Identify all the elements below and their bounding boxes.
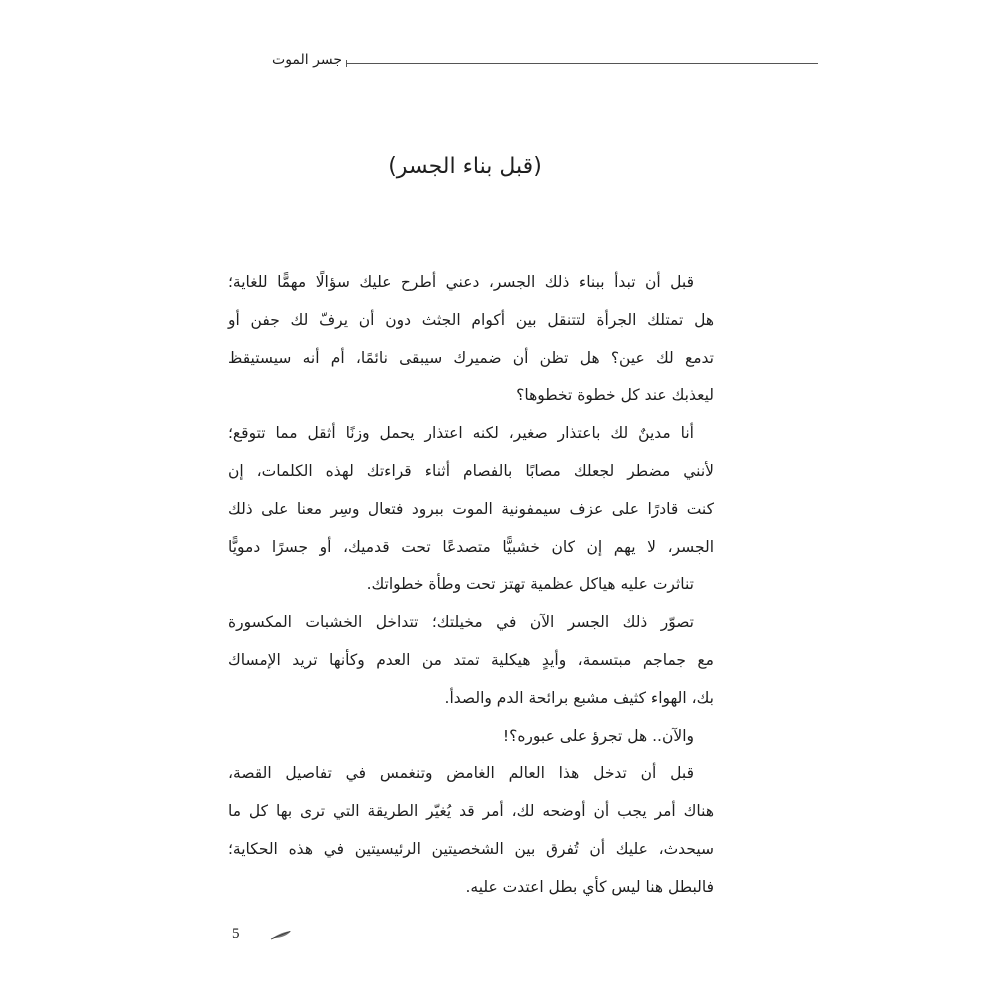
page-number: 5: [232, 926, 240, 942]
text-line: ليعذبك عند كل خطوة تخطوها؟: [516, 386, 714, 405]
text-line: الجسر، لا يهم إن كان خشبيًّا متصدعًا تحت قدميك، أو جسرًا دمويًّا: [228, 537, 714, 556]
text-line: سيحدث، عليك أن تُفرق بين الشخصيتين الرئيسيتين في هذه الحكاية؛: [228, 839, 714, 858]
text-line: مع جماجم مبتسمة، وأيدٍ هيكلية تمتد من العدم وكأنها تريد الإمساك: [228, 650, 714, 669]
feather-icon: [270, 930, 292, 940]
text-line: قبل أن تبدأ ببناء ذلك الجسر، دعني أطرح عليك سؤالًا مهمًّا للغاية؛: [228, 273, 694, 291]
text-line: كنت قادرًا على عزف سيمفونية الموت ببرود فتعال وسِر معنا على ذلك: [228, 499, 714, 518]
header-rule: [346, 63, 818, 64]
body-text: [228, 264, 714, 907]
text-line: هل تمتلك الجرأة لتتنقل بين أكوام الجثث دون أن يرفّ لك جفن أو: [228, 310, 714, 329]
text-line: تدمع لك عين؟ هل تظن أن ضميرك سيبقى نائمًا، أم أنه سيستيقظ: [228, 348, 714, 367]
running-title: جسر الموت: [272, 52, 342, 68]
text-line: فالبطل هنا ليس كأي بطل اعتدت عليه.: [465, 877, 714, 896]
text-line: تناثرت عليه هياكل عظمية تهتز تحت وطأة خطواتك.: [366, 575, 694, 594]
text-line: تصوّر ذلك الجسر الآن في مخيلتك؛ تتداخل الخشبات المكسورة: [228, 613, 694, 632]
text-line: هناك أمر يجب أن أوضحه لك، أمر قد يُغيّر الطريقة التي ترى بها كل ما: [228, 802, 714, 821]
text-line: أنا مدينٌ لك باعتذار صغير، لكنه اعتذار يحمل وزنًا أثقل مما تتوقع؛: [228, 424, 694, 443]
text-line: بك، الهواء كثيف مشبع برائحة الدم والصدأ.: [444, 688, 714, 707]
chapter-title: (قبل بناء الجسر): [388, 154, 542, 179]
text-line: قبل أن تدخل هذا العالم الغامض وتنغمس في تفاصيل القصة،: [228, 764, 694, 783]
text-line: لأنني مضطر لجعلك مصابًا بالفصام أثناء قراءتك لهذه الكلمات، إن: [228, 461, 714, 480]
text-line: والآن.. هل تجرؤ على عبوره؟!: [502, 726, 694, 745]
